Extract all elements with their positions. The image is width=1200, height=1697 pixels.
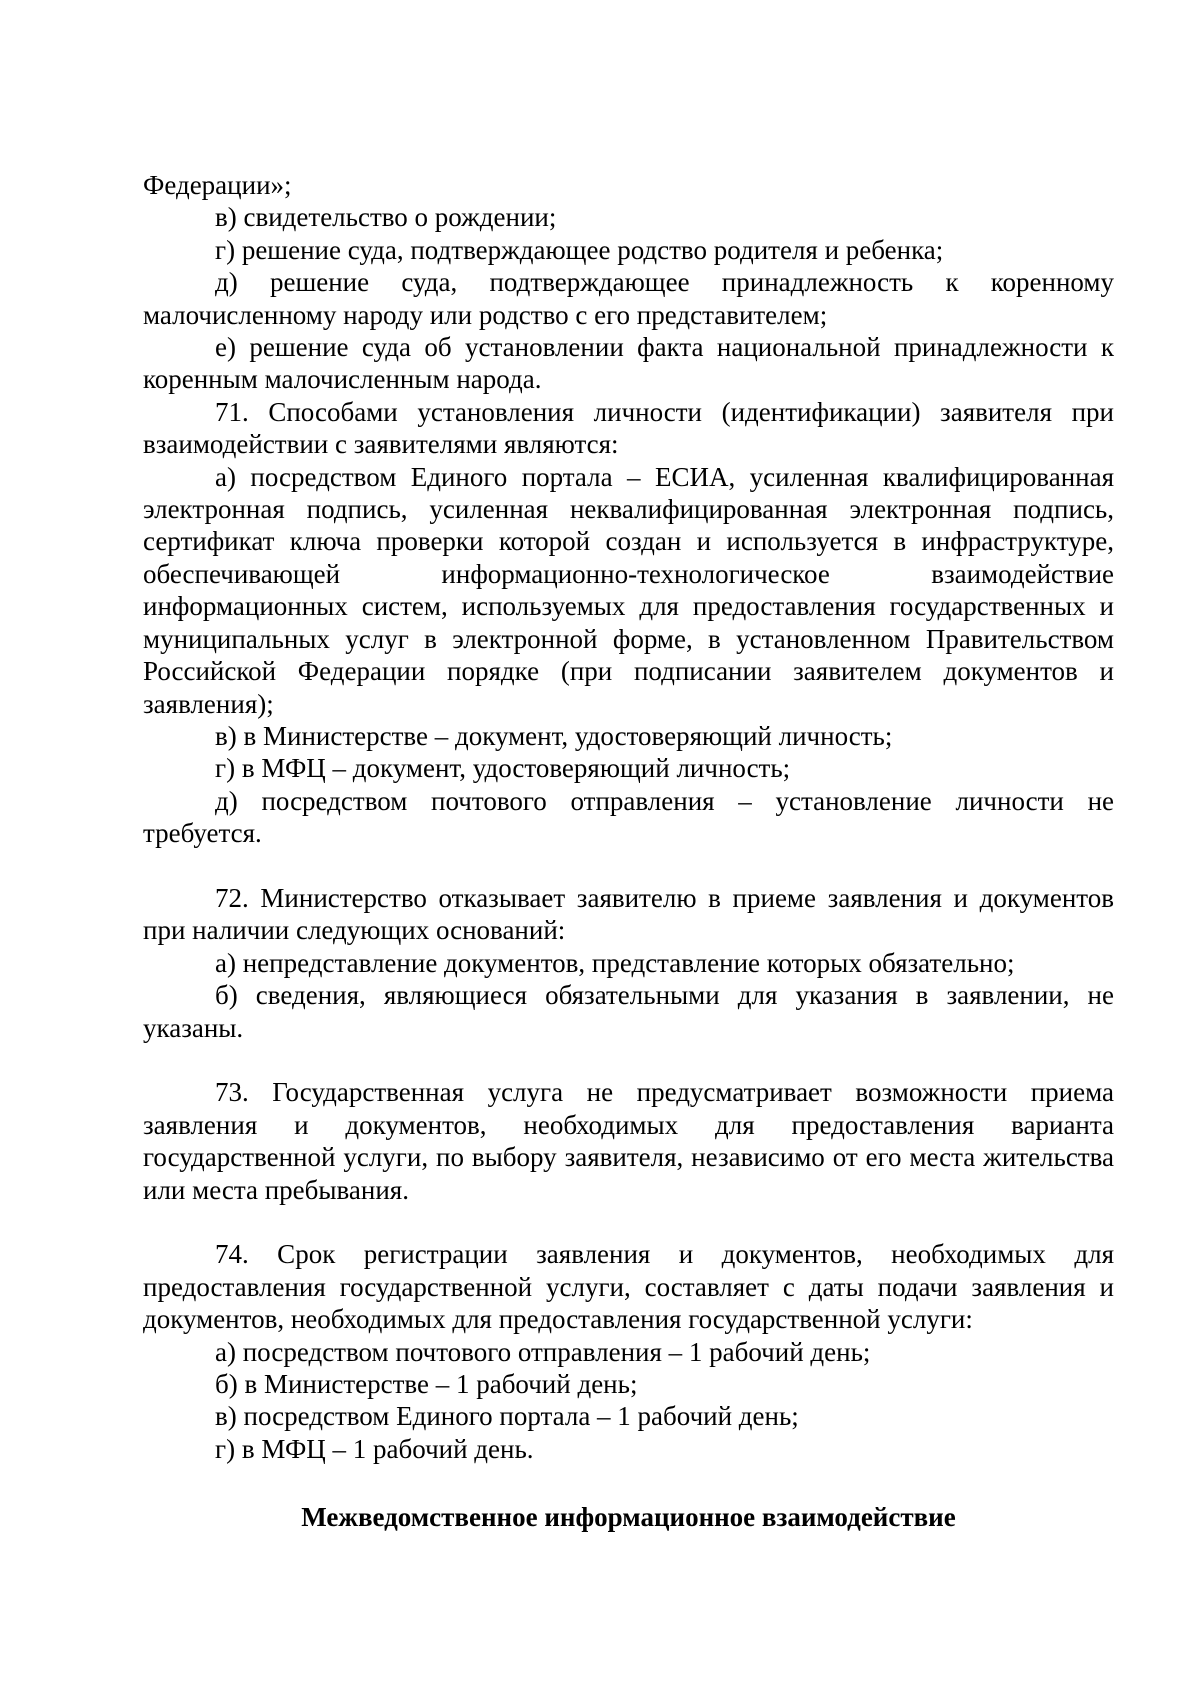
list-item-birth-certificate: в) свидетельство о рождении; xyxy=(215,202,557,233)
list-item-court-kinship: г) решение суда, подтверждающее родство родителя и ребенка; xyxy=(215,234,944,265)
list-item-court-indigenous: д) решение суда, подтверждающее принадлежность к коренному малочисленному народу или родство с его представителем; xyxy=(143,267,1114,330)
list-item-court-nationality: е) решение суда об установлении факта национальной принадлежности к коренным малочисленным народа. xyxy=(143,332,1114,395)
list-item-mfc-id: г) в МФЦ – документ, удостоверяющий личность; xyxy=(215,753,791,784)
list-item-ministry-id: в) в Министерстве – документ, удостоверяющий личность; xyxy=(215,720,893,751)
list-item-mfc-term: г) в МФЦ – 1 рабочий день. xyxy=(215,1433,534,1464)
list-item-postal-term: а) посредством почтового отправления – 1 рабочий день; xyxy=(215,1336,871,1367)
list-item-portal-term: в) посредством Единого портала – 1 рабочий день; xyxy=(215,1401,799,1432)
paragraph-federation-end: Федерации»; xyxy=(143,170,292,200)
list-item-missing-info: б) сведения, являющиеся обязательными для указания в заявлении, не указаны. xyxy=(143,980,1114,1043)
list-item-postal-no-id: д) посредством почтового отправления – установление личности не требуется. xyxy=(143,785,1114,849)
clause-74: 74. Срок регистрации заявления и документов, необходимых для предоставления государственной услуги, составляет с даты подачи заявления и документов, необходимых для предоставления государственной услуги: xyxy=(143,1239,1114,1335)
list-item-unified-portal-esia: а) посредством Единого портала – ЕСИА, усиленная квалифицированная электронная подпись, усиленная неквалифицированная электронная подпись, сертификат ключа проверки которой создан и используется в инфраструктуре, обеспечивающей информационно-технологическое взаимодействие информационных систем, используемых для предоставления государственных и муниципальных услуг в электронной форме, в установленном Правительством Российской Федерации порядке (при подписании заявителем документов и заявления); xyxy=(143,461,1114,719)
clause-71: 71. Способами установления личности (идентификации) заявителя при взаимодействии с заявителями являются: xyxy=(143,396,1114,460)
clause-73: 73. Государственная услуга не предусматривает возможности приема заявления и документов, необходимых для предоставления варианта государственной услуги, по выбору заявителя, независимо от его места жительства или места пребывания. xyxy=(143,1077,1114,1205)
clause-72: 72. Министерство отказывает заявителю в приеме заявления и документов при наличии следующих оснований: xyxy=(143,882,1114,946)
document-body xyxy=(143,169,1114,1465)
list-item-ministry-term: б) в Министерстве – 1 рабочий день; xyxy=(215,1368,638,1399)
section-heading: Межведомственное информационное взаимодействие xyxy=(301,1502,956,1532)
list-item-missing-documents: а) непредставление документов, представление которых обязательно; xyxy=(215,947,1015,978)
